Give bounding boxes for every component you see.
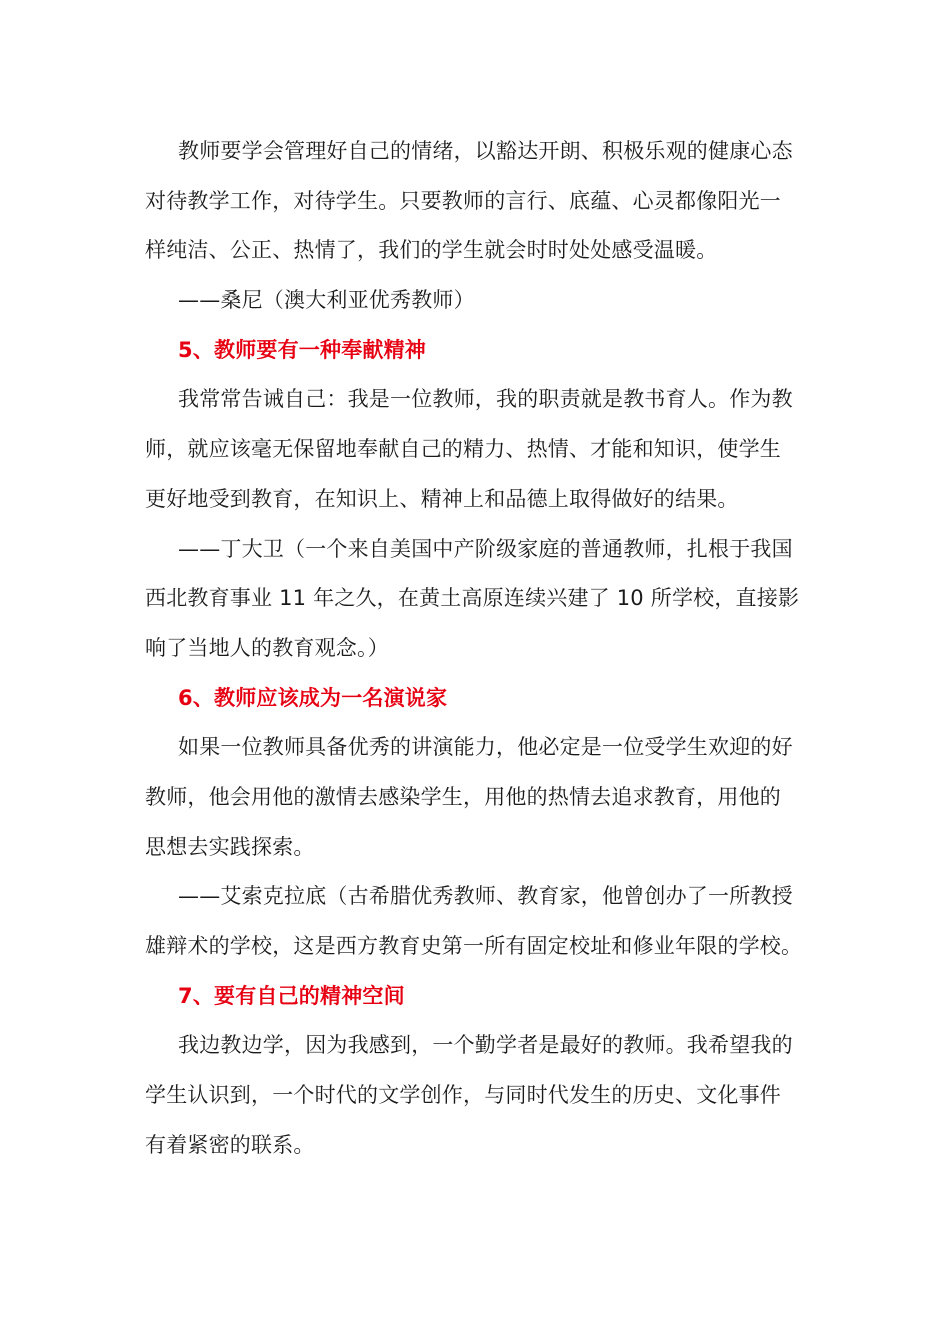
attribution-ding-dawei <box>145 525 810 674</box>
attribution-sunny <box>145 276 810 326</box>
paragraph-emotion-management <box>145 127 810 276</box>
paragraph-spiritual-space <box>145 1021 810 1170</box>
body-line: 学生认识到，一个时代的文学创作，与同时代发生的历史、文化事件 <box>145 1083 781 1108</box>
attribution-line: 雄辩术的学校，这是西方教育史第一所有固定校址和修业年限的学校。 <box>145 934 803 958</box>
paragraph-orator <box>145 723 810 872</box>
section-heading-6 <box>145 674 810 724</box>
heading-text: 6、教师应该成为一名演说家 <box>178 685 448 710</box>
section-heading-5 <box>145 326 810 376</box>
body-line: 教师，他会用他的激情去感染学生，用他的热情去追求教育，用他的 <box>145 784 781 809</box>
section-heading-7 <box>145 972 810 1022</box>
body-line: 教师要学会管理好自己的情绪，以豁达开朗、积极乐观的健康心态 <box>178 139 793 163</box>
body-line: 如果一位教师具备优秀的讲演能力，他必定是一位受学生欢迎的好 <box>178 735 793 760</box>
body-line: 对待教学工作，对待学生。只要教师的言行、底蕴、心灵都像阳光一 <box>145 188 781 213</box>
attribution-line: 西北教育事业 11 年之久，在黄土高原连续兴建了 10 所学校，直接影 <box>145 586 800 611</box>
attribution-line: ——艾索克拉底（古希腊优秀教师、教育家，他曾创办了一所教授 <box>178 884 793 909</box>
body-line: 更好地受到教育，在知识上、精神上和品德上取得做好的结果。 <box>145 486 739 511</box>
document-body <box>145 127 810 1170</box>
heading-text: 5、教师要有一种奉献精神 <box>178 337 427 362</box>
paragraph-dedication <box>145 375 810 524</box>
body-line: 我边教边学，因为我感到，一个勤学者是最好的教师。我希望我的 <box>178 1033 793 1058</box>
attribution-line: ——丁大卫（一个来自美国中产阶级家庭的普通教师，扎根于我国 <box>178 536 793 561</box>
attribution-line: ——桑尼（澳大利亚优秀教师） <box>178 288 475 313</box>
body-line: 我常常告诫自己：我是一位教师，我的职责就是教书育人。作为教 <box>178 387 793 412</box>
body-line: 思想去实践探索。 <box>145 834 315 859</box>
attribution-isocrates <box>145 872 810 971</box>
attribution-line: 响了当地人的教育观念。） <box>145 635 389 660</box>
body-line: 有着紧密的联系。 <box>145 1132 315 1157</box>
body-line: 师，就应该毫无保留地奉献自己的精力、热情、才能和知识，使学生 <box>145 437 781 462</box>
heading-text: 7、要有自己的精神空间 <box>178 983 405 1008</box>
body-line: 样纯洁、公正、热情了，我们的学生就会时时处处感受温暖。 <box>145 238 718 263</box>
